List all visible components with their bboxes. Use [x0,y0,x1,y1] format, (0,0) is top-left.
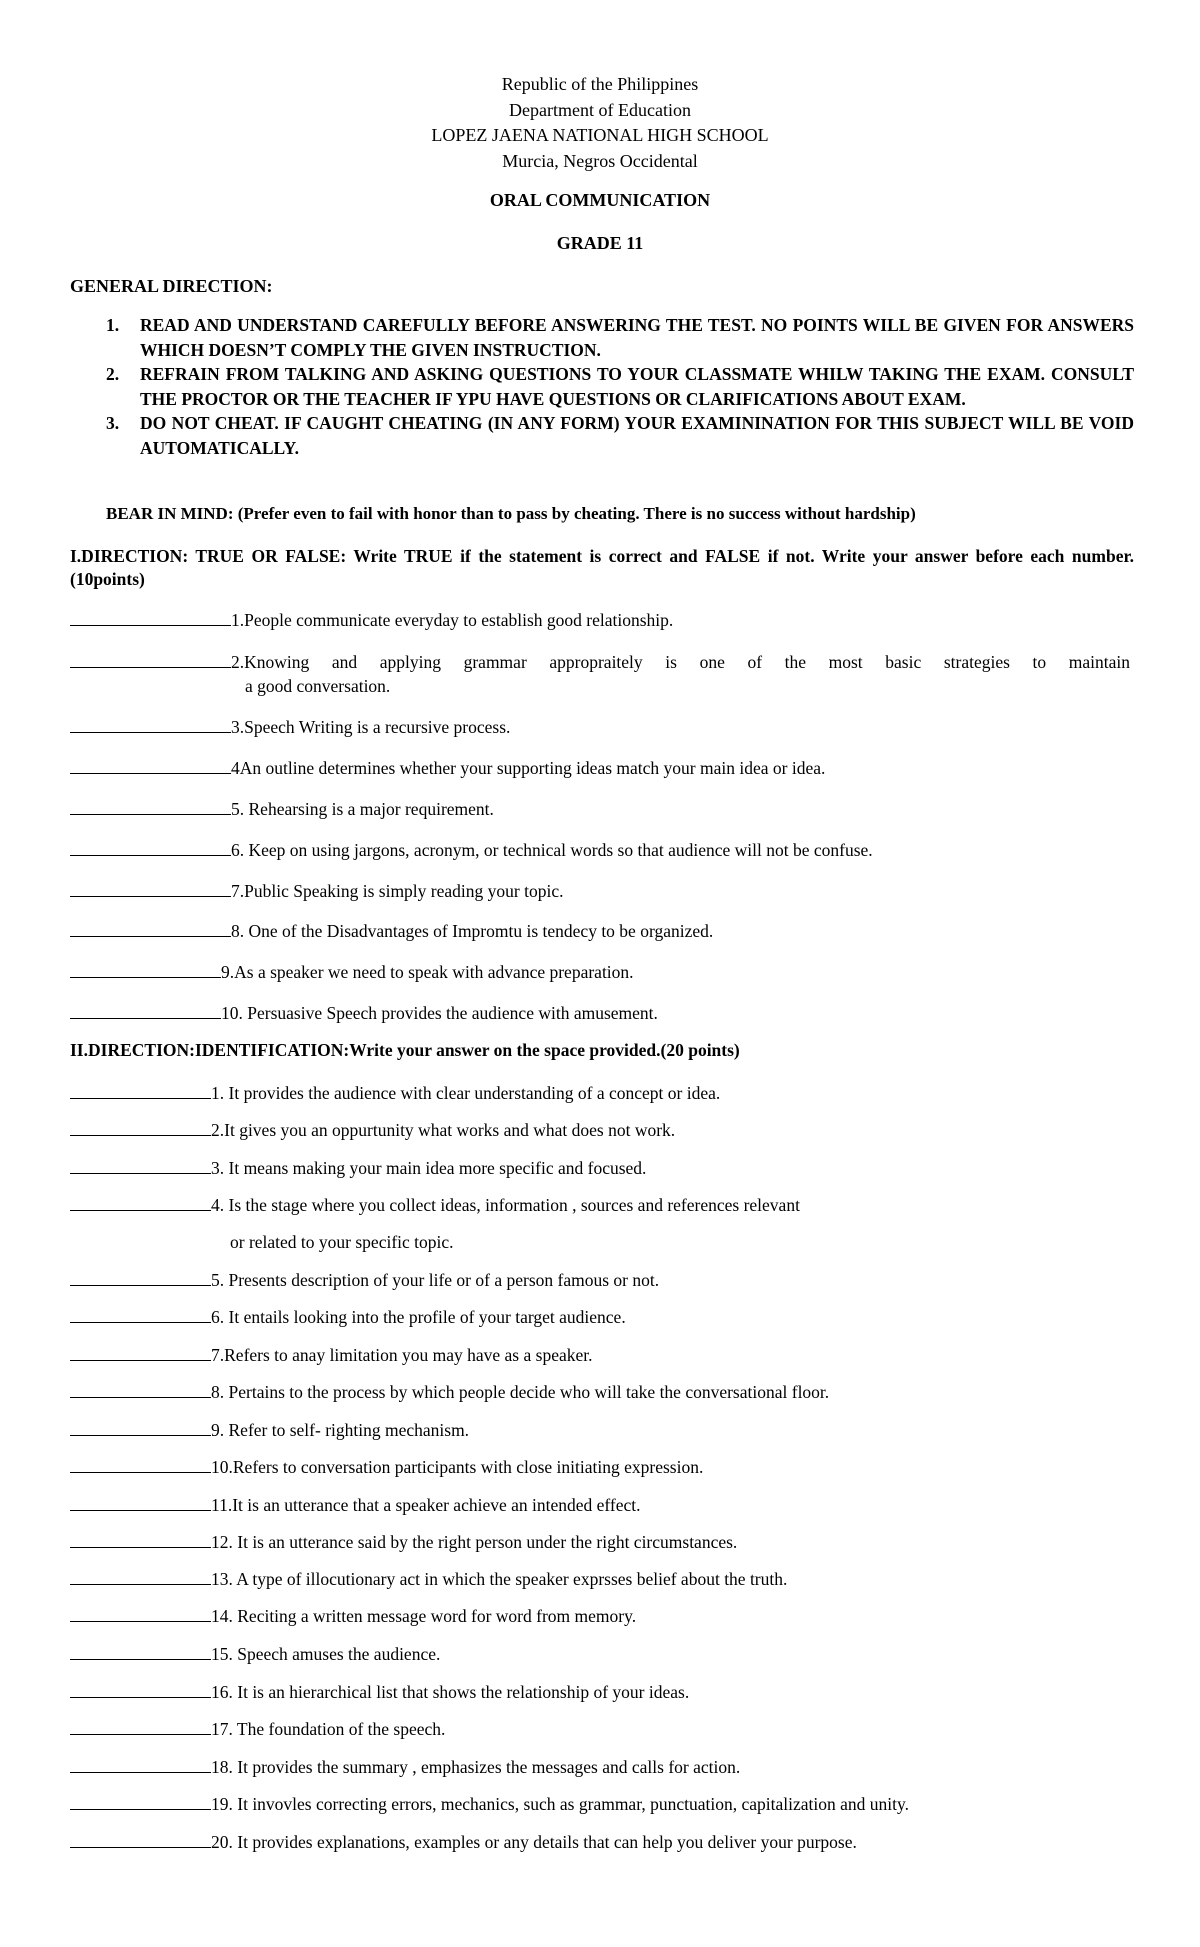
rule-item: 2. REFRAIN FROM TALKING AND ASKING QUESTIONS TO YOUR CLASSMATE WHILW TAKING THE EXAM. CONSULT THE PROCTOR OR THE TEACHER IF YPU HAVE QUESTIONS OR CLARIFICATIONS ABOUT EXAM. [106,364,1134,409]
answer-blank[interactable] [70,838,231,856]
identification-item: 7.Refers to anay limitation you may have as a speaker. [70,1343,1130,1367]
answer-blank[interactable] [70,1380,211,1398]
identification-item: 16. It is an hierarchical list that shows the relationship of your ideas. [70,1680,1130,1704]
section1-direction: I.DIRECTION: TRUE OR FALSE: Write TRUE if the statement is correct and FALSE if not. Write your answer before each number.(10points) [70,546,1134,589]
school-header [0,72,1200,174]
answer-blank[interactable] [70,919,231,937]
identification-item: 17. The foundation of the speech. [70,1717,1130,1741]
tf-item: 7.Public Speaking is simply reading your topic. [70,879,1130,903]
answer-blank[interactable] [70,1493,211,1511]
header-school-name: LOPEZ JAENA NATIONAL HIGH SCHOOL [431,125,769,145]
identification-item: 10.Refers to conversation participants with close initiating expression. [70,1455,1130,1479]
answer-blank[interactable] [70,1081,211,1099]
rule-item: 1. READ AND UNDERSTAND CAREFULLY BEFORE ANSWERING THE TEST. NO POINTS WILL BE GIVEN FOR ANSWERS WHICH DOESN’T COMPLY THE GIVEN INSTRUCTION. [106,315,1134,360]
identification-item: 2.It gives you an oppurtunity what works and what does not work. [70,1118,1130,1142]
tf-item: 9.As a speaker we need to speak with advance preparation. [70,960,1130,984]
tf-item: 6. Keep on using jargons, acronym, or technical words so that audience will not be confuse. [70,838,1130,862]
answer-blank[interactable] [70,1755,211,1773]
answer-blank[interactable] [70,1567,211,1585]
tf-item: 3.Speech Writing is a recursive process. [70,715,1130,739]
answer-blank[interactable] [70,1830,211,1848]
header-department: Department of Education [509,99,691,120]
identification-item: 1. It provides the audience with clear understanding of a concept or idea. [70,1081,1130,1105]
answer-blank[interactable] [70,1305,211,1323]
header-location: Murcia, Negros Occidental [502,150,698,171]
answer-blank[interactable] [70,1792,211,1810]
answer-blank[interactable] [70,879,231,897]
bear-in-mind-note: BEAR IN MIND: (Prefer even to fail with honor than to pass by cheating. There is no success without hardship) [106,504,916,523]
identification-item: 15. Speech amuses the audience. [70,1642,1130,1666]
section2-direction: II.DIRECTION:IDENTIFICATION:Write your answer on the space provided.(20 points) [70,1040,740,1060]
answer-blank[interactable] [70,1118,211,1136]
identification-item: 20. It provides explanations, examples or any details that can help you deliver your purpose. [70,1830,1130,1854]
identification-item: 19. It invovles correcting errors, mechanics, such as grammar, punctuation, capitalization and unity. [70,1792,1130,1816]
answer-blank[interactable] [70,1343,211,1361]
tf-item-continuation: a good conversation. [245,676,391,696]
answer-blank[interactable] [70,797,231,815]
identification-item: 5. Presents description of your life or of a person famous or not. [70,1268,1130,1292]
tf-item: 2.Knowing and applying grammar appropraitely is one of the most basic strategies to maintain [70,650,1130,674]
tf-item: 1.People communicate everyday to establish good relationship. [70,608,1130,632]
identification-item: 18. It provides the summary , emphasizes the messages and calls for action. [70,1755,1130,1779]
answer-blank[interactable] [70,1193,211,1211]
subject-title: ORAL COMMUNICATION [489,190,711,210]
tf-item: 5. Rehearsing is a major requirement. [70,797,1130,821]
answer-blank[interactable] [70,1268,211,1286]
identification-item: 8. Pertains to the process by which people decide who will take the conversational floor. [70,1380,1130,1404]
answer-blank[interactable] [70,608,231,626]
identification-item: 11.It is an utterance that a speaker achieve an intended effect. [70,1493,1130,1517]
identification-item-continuation: or related to your specific topic. [230,1232,454,1252]
identification-item: 12. It is an utterance said by the right person under the right circumstances. [70,1530,1130,1554]
rule-item: 3. DO NOT CHEAT. IF CAUGHT CHEATING (IN ANY FORM) YOUR EXAMININATION FOR THIS SUBJECT WILL BE VOID AUTOMATICALLY. [106,413,1134,458]
general-rules-list [70,313,1134,460]
answer-blank[interactable] [70,1642,211,1660]
tf-item: 8. One of the Disadvantages of Impromtu is tendecy to be organized. [70,919,1130,943]
answer-blank[interactable] [70,650,231,668]
tf-item: 4An outline determines whether your supporting ideas match your main idea or idea. [70,756,1130,780]
identification-item: 14. Reciting a written message word for word from memory. [70,1604,1130,1628]
answer-blank[interactable] [70,1455,211,1473]
answer-blank[interactable] [70,1156,211,1174]
answer-blank[interactable] [70,756,231,774]
identification-item: 3. It means making your main idea more specific and focused. [70,1156,1130,1180]
identification-item: 6. It entails looking into the profile of your target audience. [70,1305,1130,1329]
grade-title: GRADE 11 [556,233,644,253]
identification-item: 13. A type of illocutionary act in which the speaker exprsses belief about the truth. [70,1567,1130,1591]
general-direction-label: GENERAL DIRECTION: [70,276,273,296]
identification-item: 4. Is the stage where you collect ideas, information , sources and references relevant [70,1193,1130,1217]
tf-item: 10. Persuasive Speech provides the audience with amusement. [70,1001,1130,1025]
answer-blank[interactable] [70,1604,211,1622]
answer-blank[interactable] [70,1530,211,1548]
answer-blank[interactable] [70,960,221,978]
answer-blank[interactable] [70,1418,211,1436]
answer-blank[interactable] [70,1001,221,1019]
answer-blank[interactable] [70,1717,211,1735]
answer-blank[interactable] [70,715,231,733]
answer-blank[interactable] [70,1680,211,1698]
identification-item: 9. Refer to self- righting mechanism. [70,1418,1130,1442]
header-republic: Republic of the Philippines [501,74,699,94]
